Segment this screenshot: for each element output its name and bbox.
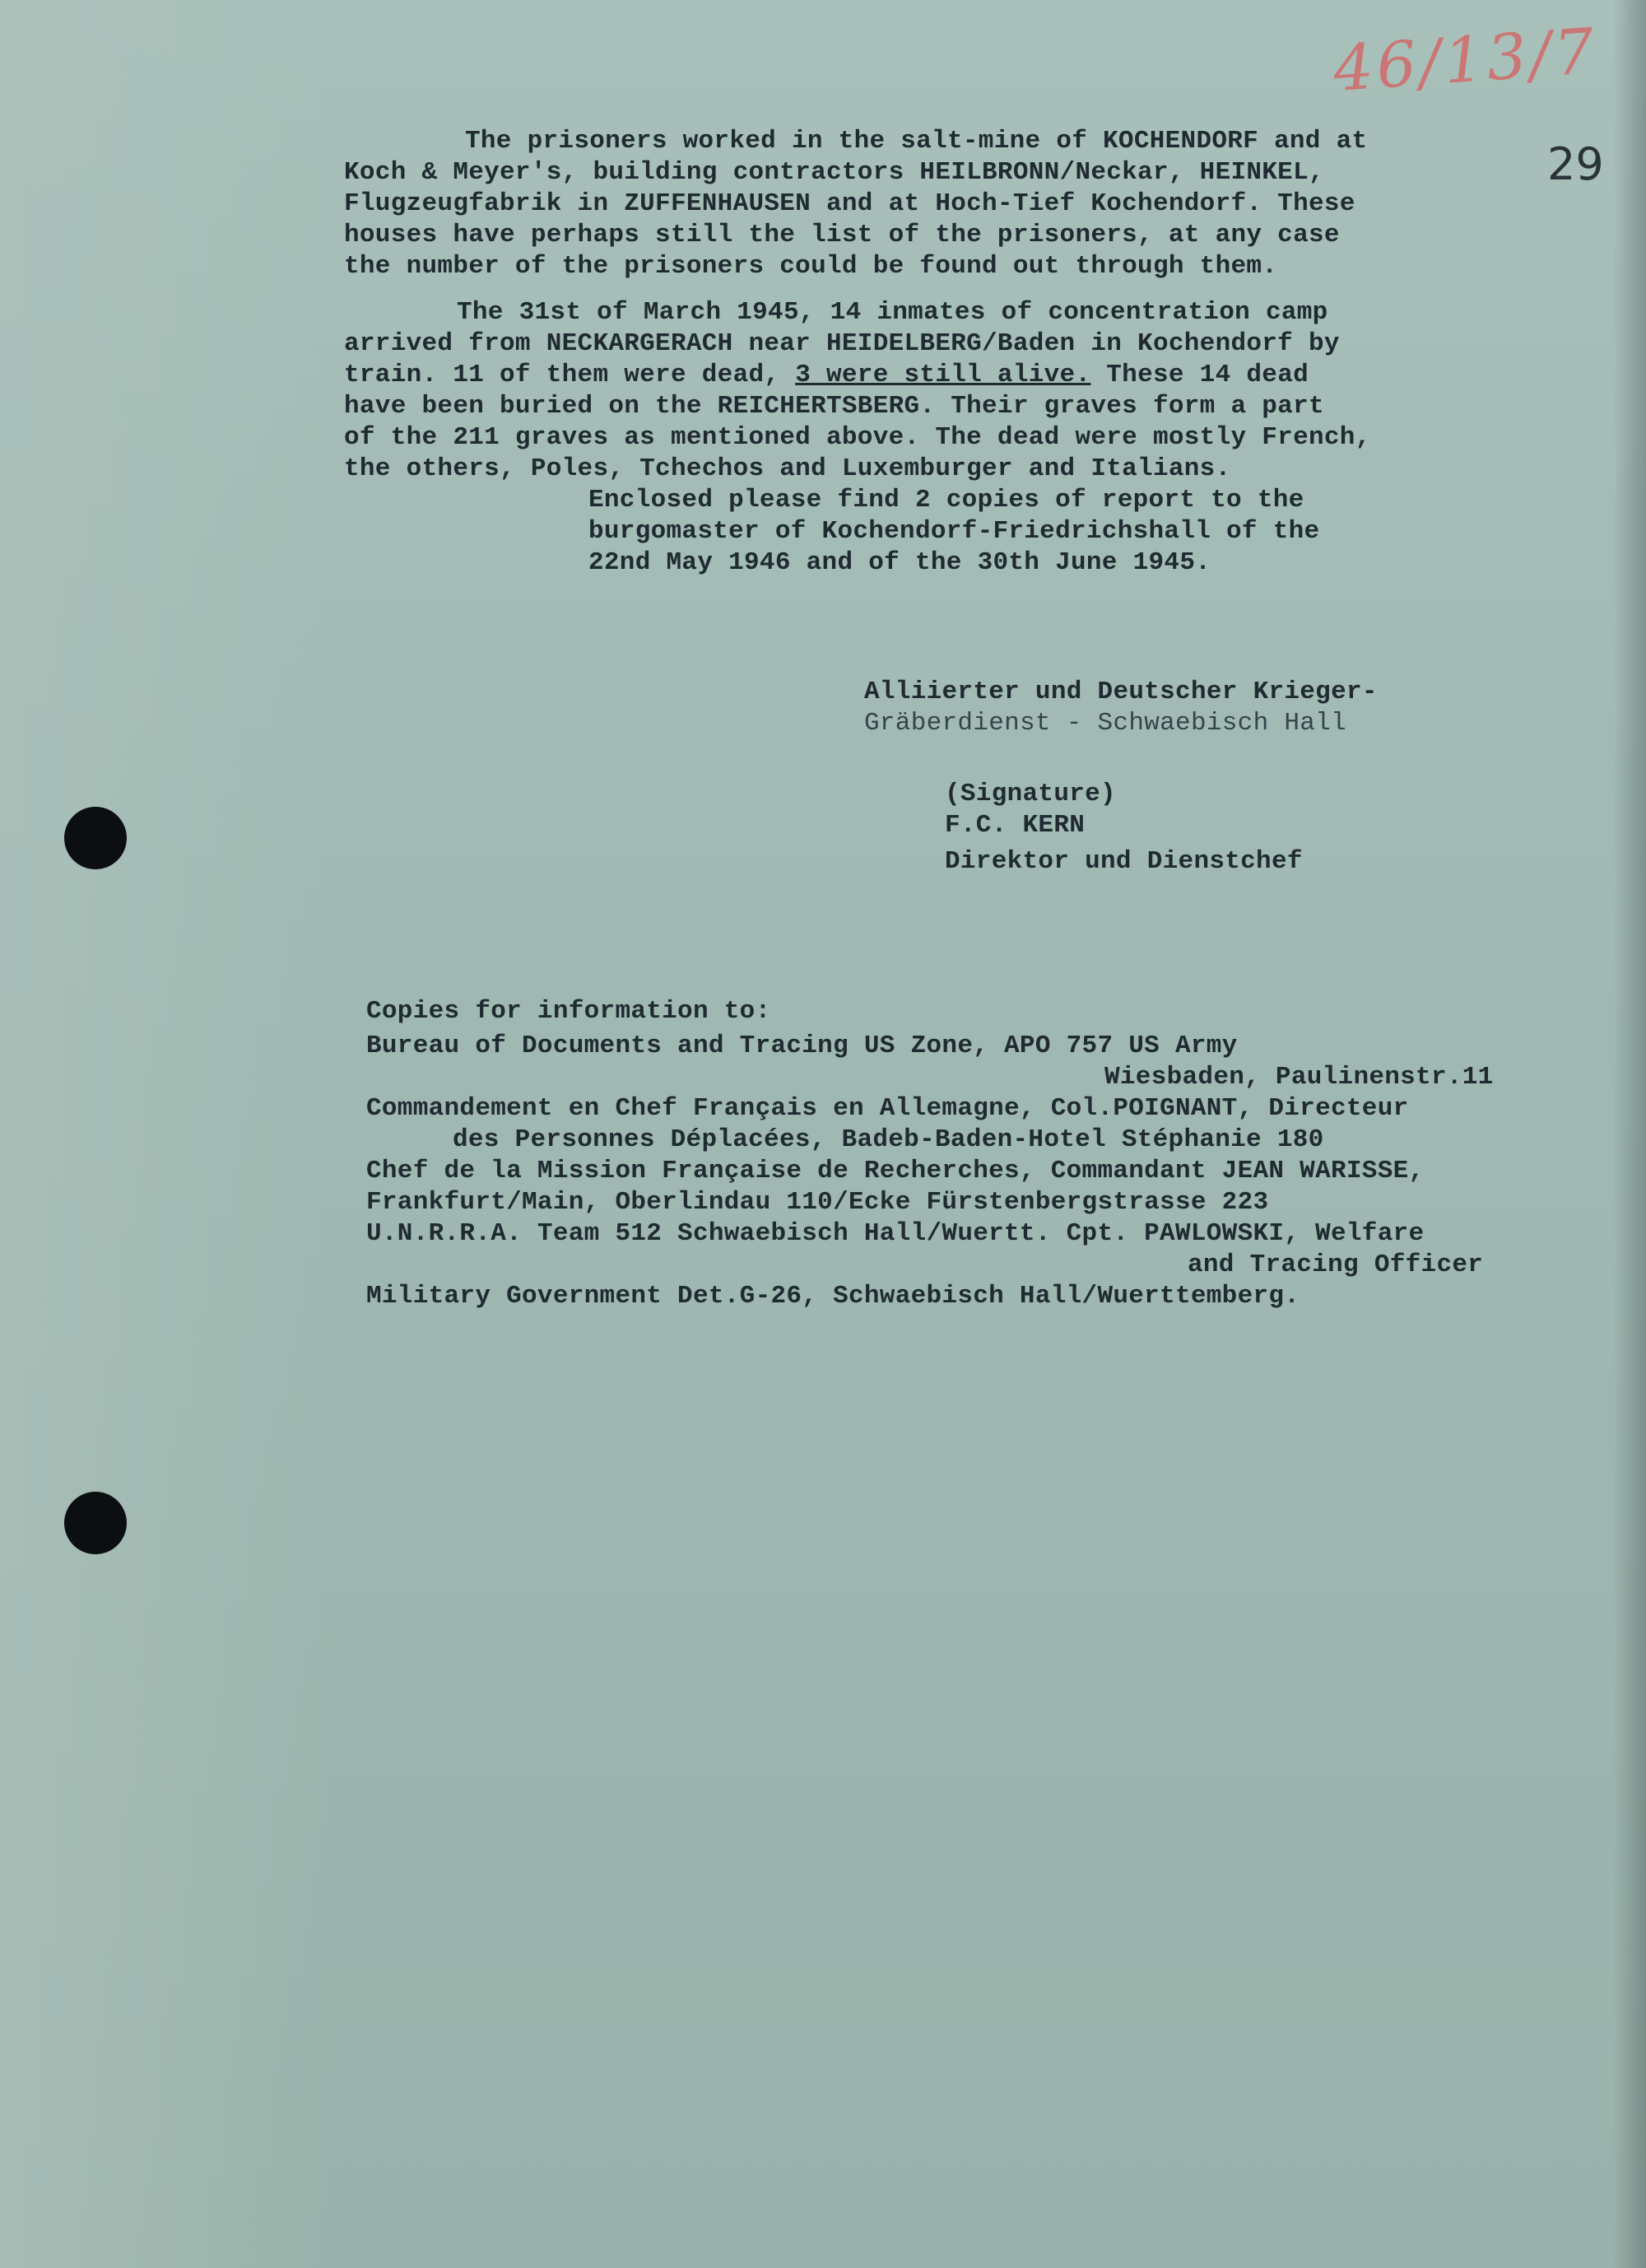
body-line: Flugzeugfabrik in ZUFFENHAUSEN and at Hoch-Tief Kochendorf. These xyxy=(344,189,1355,218)
copies-line: Bureau of Documents and Tracing US Zone, APO 757 US Army xyxy=(366,1032,1238,1060)
punch-hole-upper xyxy=(64,807,127,869)
signature-org: Alliierter und Deutscher Krieger- xyxy=(864,678,1378,706)
body-text: These 14 dead xyxy=(1090,361,1309,389)
copies-line: des Personnes Déplacées, Badeb-Baden-Hotel Stéphanie 180 xyxy=(453,1125,1324,1154)
body-line: houses have perhaps still the list of the prisoners, at any case xyxy=(344,221,1340,249)
body-line: the number of the prisoners could be found out through them. xyxy=(344,252,1278,281)
copies-line: and Tracing Officer xyxy=(1188,1250,1484,1279)
handwritten-reference: 46/13/7 xyxy=(1331,13,1600,106)
copies-heading: Copies for information to: xyxy=(366,997,771,1026)
body-text: train. 11 of them were dead, xyxy=(344,361,796,389)
body-line: have been buried on the REICHERTSBERG. Their graves form a part xyxy=(344,392,1324,421)
copies-line: Military Government Det.G-26, Schwaebisch Hall/Wuerttemberg. xyxy=(366,1282,1300,1311)
body-line: burgomaster of Kochendorf-Friedrichshall of the xyxy=(588,517,1320,546)
paper-shading-left xyxy=(0,0,329,2268)
body-line: 22nd May 1946 and of the 30th June 1945. xyxy=(588,548,1211,577)
paper-shading-right xyxy=(1613,0,1646,2268)
copies-line: Wiesbaden, Paulinenstr.11 xyxy=(1104,1063,1494,1092)
body-line: The prisoners worked in the salt-mine of KOCHENDORF and at xyxy=(465,127,1368,156)
signature-org: Gräberdienst - Schwaebisch Hall xyxy=(864,709,1346,738)
copies-line: U.N.R.R.A. Team 512 Schwaebisch Hall/Wuertt. Cpt. PAWLOWSKI, Welfare xyxy=(366,1219,1425,1248)
signature-note: (Signature) xyxy=(945,780,1116,808)
copies-line: Commandement en Chef Français en Allemagne, Col.POIGNANT, Directeur xyxy=(366,1094,1409,1123)
body-line: Enclosed please find 2 copies of report to the xyxy=(588,486,1304,515)
signature-name: F.C. KERN xyxy=(945,811,1086,840)
copies-line: Chef de la Mission Française de Recherches, Commandant JEAN WARISSE, xyxy=(366,1157,1425,1185)
signature-title: Direktor und Dienstchef xyxy=(945,847,1303,876)
body-line xyxy=(344,360,1309,391)
body-line: of the 211 graves as mentioned above. The dead were mostly French, xyxy=(344,423,1371,452)
body-line: the others, Poles, Tchechos and Luxemburger and Italians. xyxy=(344,454,1231,483)
copies-line: Frankfurt/Main, Oberlindau 110/Ecke Fürstenbergstrasse 223 xyxy=(366,1188,1269,1217)
underlined-text: 3 were still alive. xyxy=(795,361,1091,389)
punch-hole-lower xyxy=(64,1492,127,1554)
body-line: The 31st of March 1945, 14 inmates of concentration camp xyxy=(457,298,1328,327)
page-number: 29 xyxy=(1547,138,1604,190)
body-line: Koch & Meyer's, building contractors HEILBRONN/Neckar, HEINKEL, xyxy=(344,158,1324,187)
body-line: arrived from NECKARGERACH near HEIDELBERG/Baden in Kochendorf by xyxy=(344,329,1340,358)
